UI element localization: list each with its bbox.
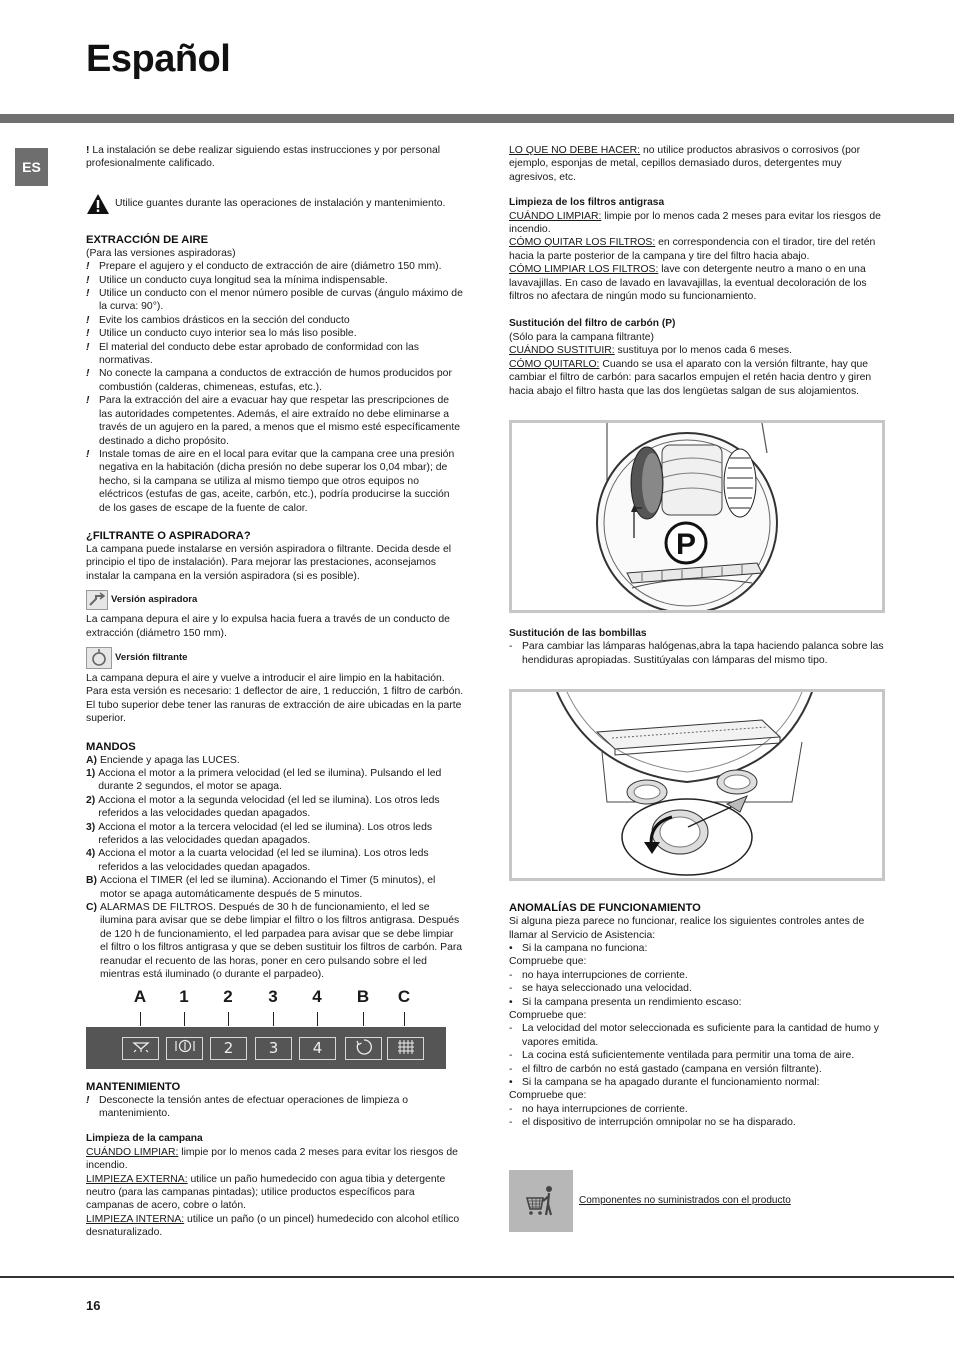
panel-pointer: [273, 1012, 274, 1026]
speed-3-button: 3: [255, 1037, 292, 1060]
list-item: Compruebe que:: [509, 1009, 587, 1021]
list-item: - se haya seleccionado una velocidad.: [509, 983, 692, 995]
panel-label-3: 3: [268, 986, 278, 1006]
mantenimiento-heading: MANTENIMIENTO: [86, 1080, 181, 1093]
antigrasa-heading: Limpieza de los filtros antigrasa: [509, 197, 665, 209]
language-tab: ES: [15, 148, 48, 186]
panel-label-1: 1: [179, 986, 189, 1006]
speed-2-button: 2: [210, 1037, 247, 1060]
timer-icon: [355, 1038, 373, 1056]
version-aspiradora-row: Versión aspiradora: [86, 590, 464, 610]
list-item: Compruebe que:: [509, 956, 587, 968]
no-hacer-para: LO QUE NO DEBE HACER: no utilice productos abrasivos o corrosivos (por ejemplo, esponjas de metal, cepillos demasiado duros, detergentes muy agresivos, etc.: [509, 145, 861, 183]
list-item: C) ALARMAS DE FILTROS. Después de 30 h de funcionamiento, el led se ilumina para avisar que se debe limpiar el filtro o los filtros antigrasa. Después de 120 h de funcionamiento, el led parpadea para avisar que se debe limpiar el filtro o los filtros antigrasa y que se deben sustituir los filtros de carbón. Para reanudar el recuento de las horas, poner en cero pulsando sobre el led mientras está iluminado (o durante el parpadeo).: [86, 902, 463, 981]
list-item: ! El material del conducto debe estar aprobado de conformidad con las normativas.: [86, 341, 419, 367]
carbon-filter-illustration: [512, 423, 882, 610]
list-item: - el filtro de carbón no está gastado (campana en versión filtrante).: [509, 1063, 822, 1075]
bulb-replacement-illustration: [512, 692, 882, 878]
list-item: 2) Acciona el motor a la segunda velocidad (el led se ilumina). Los otros leds referidos a las velocidades quedan apagados.: [86, 794, 440, 820]
list-item: 1) Acciona el motor a la primera velocidad (el led se ilumina). Pulsando el led durante 2 segundos, el motor se apaga.: [86, 768, 442, 793]
anomalias-heading: ANOMALÍAS DE FUNCIONAMIENTO: [509, 902, 701, 915]
control-panel-figure: [86, 986, 446, 1070]
panel-label-2: 2: [223, 986, 233, 1006]
gloves-warning: Utilice guantes durante las operaciones de instalación y mantenimiento.: [86, 193, 464, 215]
version-filtrante-row: Versión filtrante: [86, 647, 464, 669]
bombillas-heading: Sustitución de las bombillas: [509, 627, 647, 639]
panel-pointer: [140, 1012, 141, 1026]
right-column: [509, 144, 887, 1232]
limpieza-externa-para: LIMPIEZA EXTERNA: utilice un paño humedecido con agua tibia y detergente neutro (para las campanas pintadas); utilice productos específicos para campanas de acero, cobre o latón.: [86, 1173, 446, 1212]
extraccion-note: (Para las versiones aspiradoras): [86, 247, 236, 259]
componentes-label: Componentes no suministrados con el producto: [579, 1194, 791, 1206]
list-item: • Si la campana presenta un rendimiento escaso:: [509, 996, 742, 1008]
timer-button: [345, 1037, 382, 1060]
list-item: - el dispositivo de interrupción omnipolar no se ha disparado.: [509, 1117, 796, 1129]
warning-icon: [86, 193, 110, 215]
light-icon: [130, 1039, 152, 1053]
list-item: 3) Acciona el motor a la tercera velocidad (el led se ilumina). Los otros leds referidos a las velocidades quedan apagados.: [86, 821, 433, 847]
extraction-mode-icon: [86, 590, 108, 610]
panel-pointer: [228, 1012, 229, 1026]
carbon-filter-figure: [509, 420, 885, 613]
carbon-note: (Sólo para la campana filtrante): [509, 331, 654, 343]
power-icon: [173, 1039, 197, 1053]
list-item: ! Utilice un conducto con el menor número posible de curvas (ángulo máximo de la curva: 90°).: [86, 288, 463, 313]
speed-4-button: 4: [299, 1037, 336, 1060]
list-item: A) Enciende y apaga las LUCES.: [86, 754, 240, 766]
list-item: Compruebe que:: [509, 1090, 587, 1102]
antigrasa-limpiar: CÓMO LIMPIAR LOS FILTROS: lave con detergente neutro a mano o en una lavavajillas. En caso de lavado en lavavajillas, la eventual decoloración de los filtros no afectara de ningún modo su funcionamiento.: [509, 264, 867, 303]
bulb-replacement-figure: [509, 689, 885, 881]
list-item: - La velocidad del motor seleccionada es suficiente para la cantidad de humo y vapores emitida.: [509, 1023, 879, 1048]
list-item: ! Utilice un conducto cuyo interior sea lo más liso posible.: [86, 328, 357, 340]
power-button: [166, 1037, 203, 1060]
mandos-list: [86, 754, 464, 982]
carbon-sustituir: CUÁNDO SUSTITUIR: sustituya por lo menos cada 6 meses.: [509, 345, 792, 357]
panel-label-4: 4: [312, 986, 322, 1006]
panel-pointer: [317, 1012, 318, 1026]
filter-grid-icon: [397, 1038, 415, 1056]
mantenimiento-warning: ! Desconecte la tensión antes de efectuar operaciones de limpieza o mantenimiento.: [86, 1094, 409, 1119]
control-panel: [86, 1027, 446, 1069]
list-item: ! Instale tomas de aire en el local para evitar que la campana cree una presión negativa en la habitación (dicha presión no debe superar los 0,04 mbar); de hecho, si la campana se utiliza al mismo tiempo que otros equipos no eléctricos (estufas de gas, aceite, carbón, etc.), podría producirse la succión de los gases de escape de la fuente de calor.: [86, 448, 455, 514]
mandos-heading: MANDOS: [86, 740, 136, 753]
filtrante-version-text: La campana depura el aire y vuelve a introducir el aire limpio en la habitación. Para esta versión es necesario: 1 deflector de aire, 1 reducción, 1 filtro de carbón. El tubo superior debe tener las ranuras de extracción de aire ubicadas en la parte superior.: [86, 672, 464, 725]
figure-label-p: P: [675, 527, 697, 561]
antigrasa-cuando: CUÁNDO LIMPIAR: limpie por lo menos cada 2 meses para evitar los riesgos de incendio.: [509, 210, 881, 236]
carbon-quitarlo: CÓMO QUITARLO: Cuando se usa el aparato con la versión filtrante, hay que cambiar el filtro de carbón: para sacarlos empujen el retén hacia dentro y giren hacia abajo el filtro hasta que las dos lengüetas salgan de sus alojamientos.: [509, 358, 872, 397]
list-item: ! No conecte la campana a conductos de extracción de humos producidos por combustión (calderas, chimeneas, estufas, etc.).: [86, 368, 452, 393]
list-item: 4) Acciona el motor a la cuarta velocidad (el led se ilumina). Los otros leds referidos a las velocidades quedan apagados.: [86, 848, 429, 873]
aspiradora-text: La campana depura el aire y lo expulsa hacia fuera a través de un conducto de extracción (diámetro 150 mm).: [86, 614, 450, 639]
panel-label-a: A: [133, 986, 147, 1006]
antigrasa-quitar: CÓMO QUITAR LOS FILTROS: en correspondencia con el tirador, tire del retén hacia la parte posterior de la campana y tire del filtro hacia abajo.: [509, 237, 876, 262]
list-item: - La cocina está suficientemente ventilada para permitir una toma de aire.: [509, 1050, 855, 1062]
page-number: 16: [86, 1298, 101, 1313]
light-button: [122, 1037, 159, 1060]
list-item: • Si la campana se ha apagado durante el funcionamiento normal:: [509, 1077, 820, 1088]
limpieza-interna-para: LIMPIEZA INTERNA: utilice un paño (o un pincel) humedecido con alcohol etílico desnaturalizado.: [86, 1213, 460, 1239]
list-item: - no haya interrupciones de corriente.: [509, 969, 688, 981]
filter-alarm-button: [387, 1037, 424, 1060]
panel-label-c: C: [397, 986, 411, 1006]
limpieza-heading: Limpieza de la campana: [86, 1133, 203, 1145]
filtrante-heading: ¿FILTRANTE O ASPIRADORA?: [86, 529, 251, 542]
list-item: - no haya interrupciones de corriente.: [509, 1103, 688, 1115]
carbon-heading: Sustitución del filtro de carbón (P): [509, 318, 676, 330]
componentes-note: [509, 1170, 887, 1232]
bombillas-item: - Para cambiar las lámparas halógenas,abra la tapa haciendo palanca sobre las hendiduras apropiadas. Sustitúyalas con lámparas del mismo tipo.: [509, 641, 884, 666]
list-item: • Si la campana no funciona:: [509, 942, 648, 954]
extraccion-list: [86, 260, 464, 515]
anomalias-intro: Si alguna pieza parece no funcionar, realice los siguientes controles antes de llamar al Servicio de Asistencia:: [509, 916, 865, 941]
shopping-cart-icon: [509, 1170, 573, 1232]
page-title: Español: [86, 38, 231, 80]
list-item: ! Utilice un conducto cuya longitud sea la mínima indispensable.: [86, 274, 388, 286]
panel-pointer: [363, 1012, 364, 1026]
footer-divider: [0, 1276, 954, 1278]
cuando-limpiar-para: CUÁNDO LIMPIAR: limpie por lo menos cada 2 meses para evitar los riesgos de incendio.: [86, 1146, 458, 1172]
panel-pointer: [184, 1012, 185, 1026]
filtrante-text: La campana puede instalarse en versión aspiradora o filtrante. Decida desde el principio el tipo de instalación). Para mejorar las prestaciones, aconsejamos instalar la campana en la versión aspiradora (si es posible).: [86, 543, 452, 582]
panel-label-b: B: [356, 986, 370, 1006]
list-item: ! Evite los cambios drásticos en la sección del conducto: [86, 314, 350, 326]
header-divider: [0, 114, 954, 123]
anomalias-list: [509, 942, 887, 1130]
recirculation-mode-icon: [86, 647, 112, 669]
list-item: B) Acciona el TIMER (el led se ilumina). Accionando el Timer (5 minutos), el motor se apaga automáticamente después de 5 minutos.: [86, 875, 436, 900]
intro-note: ! La instalación se debe realizar siguiendo estas instrucciones y por personal profesionalmente calificado.: [86, 145, 441, 170]
extraccion-heading: EXTRACCIÓN DE AIRE: [86, 233, 209, 246]
panel-pointer: [404, 1012, 405, 1026]
list-item: ! Prepare el agujero y el conducto de extracción de aire (diámetro 150 mm).: [86, 261, 442, 273]
left-column: [86, 144, 464, 1240]
list-item: ! Para la extracción del aire a evacuar hay que respetar las prescripciones de las autoridades competentes. Además, el aire extraído no debe eliminarse a través de un agujero en la pared, a menos que el mismo esté específicamente destinado a dicho propósito.: [86, 395, 460, 447]
